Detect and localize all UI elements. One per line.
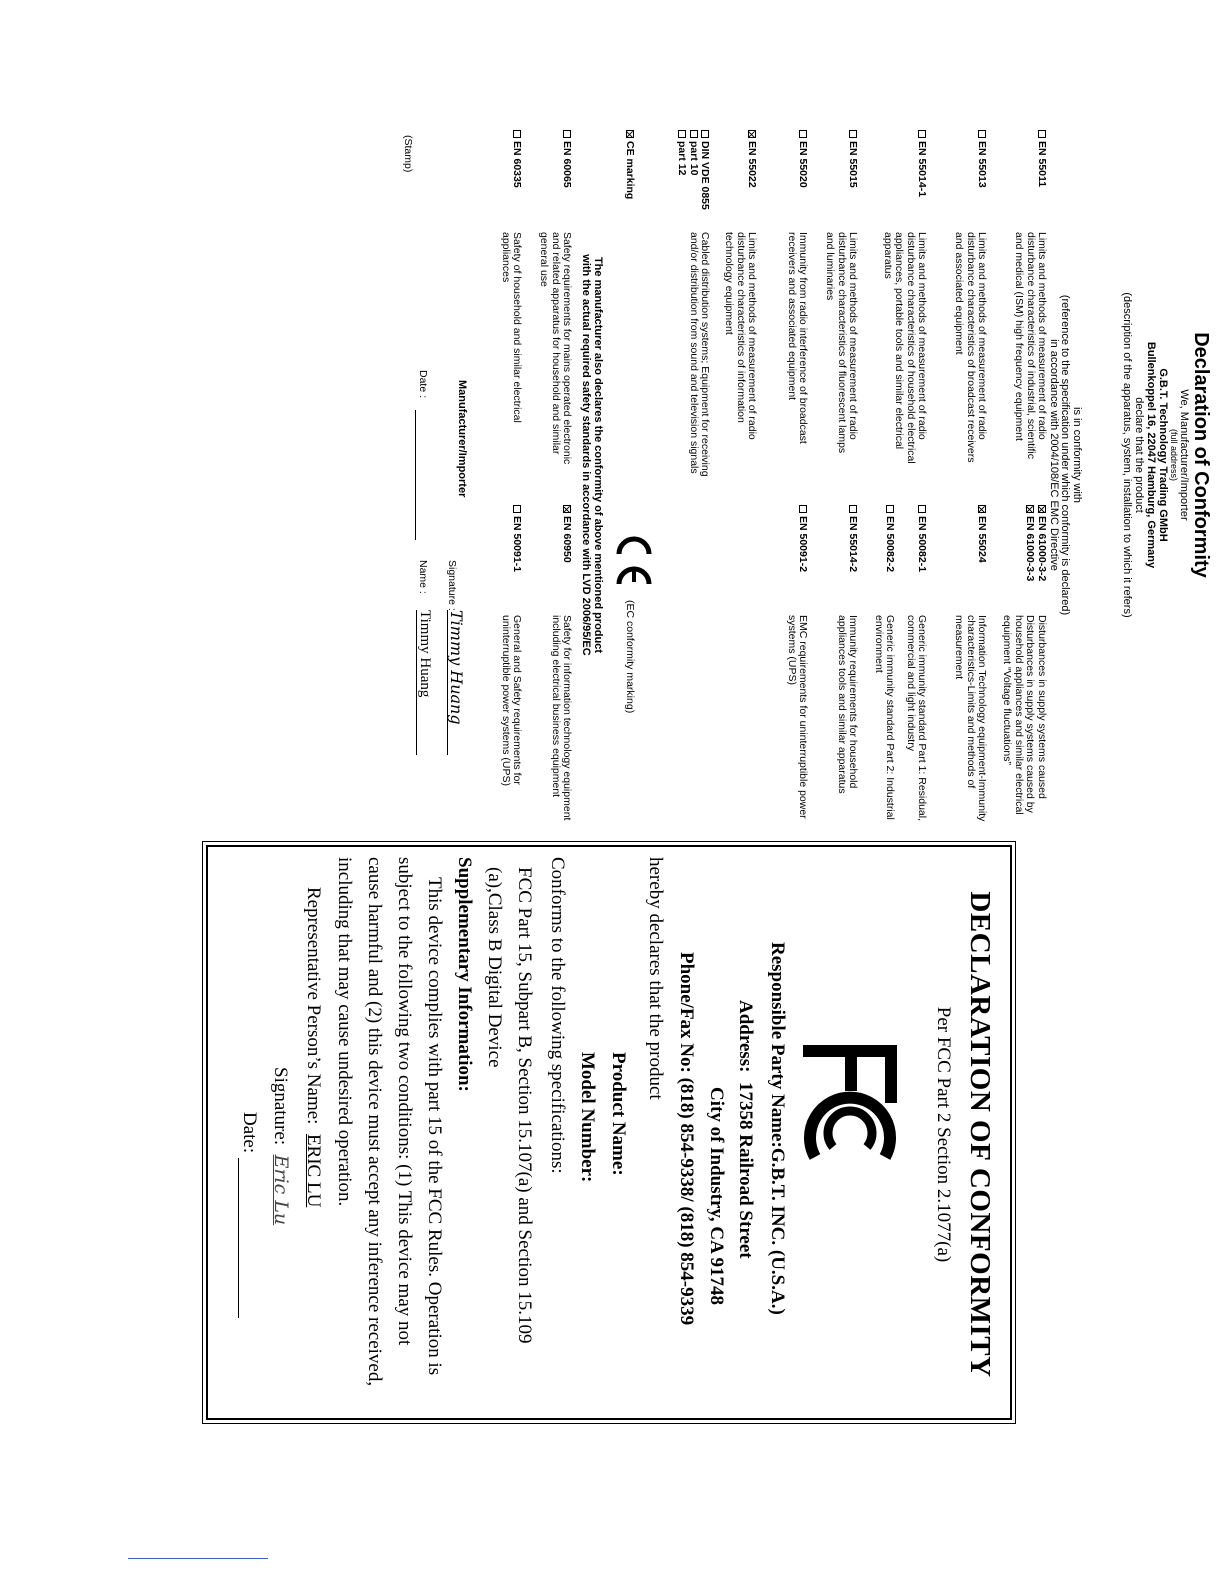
fcc-phone	[675, 952, 697, 1325]
std-en55011-desc: Limits and methods of measurement of radio disturbance characteristics of industrial, scientific and medical (ISM) high frequency equipment	[1013, 232, 1048, 460]
stamp-label: (Stamp)	[402, 135, 414, 173]
checked-box-icon	[1026, 505, 1034, 513]
std-en55020-desc: Immunity from radio interference of broadcast receivers and associated equipment	[785, 232, 809, 444]
product-label: Product Name:	[608, 1052, 629, 1176]
std-en61000-3-2-code: EN 61000-3-2	[1036, 505, 1047, 581]
fcc-logo-text: FC	[904, 1037, 905, 1039]
std-en50091-2-code: EN 50091-2	[797, 505, 808, 572]
fcc-supp-2: subject to the following two conditions: (1) This device may not	[394, 857, 415, 1346]
eu-declaration	[205, 130, 1224, 822]
fcc-spec-1: FCC Part 15, Subpart B, Section 15.107(a) and Section 15.109	[514, 867, 535, 1344]
checked-box-icon	[978, 505, 986, 513]
checkbox-icon	[799, 505, 807, 513]
std-en55011-code: EN 55011	[1036, 130, 1047, 187]
model-label: Model Number:	[577, 1052, 598, 1183]
eu-date-line	[415, 410, 417, 540]
lvd-statement-2: with the actual required safety standards in accordance with LVD 2006/95/EC	[580, 254, 592, 656]
fcc-supp-1: This device complies with part 15 of the FCC Rules. Operation is	[424, 877, 445, 1376]
phone-label: Phone/Fax No:	[676, 952, 697, 1073]
std-en55014-1-desc: Limits and methods of measurement of radio disturbance characteristics of household electrical appliances, portable tools and similar electrical apparatus	[882, 232, 928, 464]
address-label: Address:	[735, 1000, 756, 1073]
std-din-vde-code: DIN VDE 0855 part 10 part 12	[676, 130, 710, 210]
fcc-conforms: Conforms to the following specifications:	[547, 857, 568, 1174]
fcc-address	[734, 1000, 756, 1259]
checkbox-icon	[918, 505, 926, 513]
address-value: 17358 Railroad Street	[735, 1082, 756, 1259]
checkbox-icon	[918, 130, 926, 138]
eu-full-address-note: (full address)	[1168, 428, 1179, 482]
std-en60335-desc: Safety of household and similar electrical appliances	[499, 232, 523, 423]
std-en60950-code: EN 60950	[561, 505, 572, 563]
fcc-supp-4: including that may cause undesired operation.	[334, 857, 355, 1207]
std-en55015-code: EN 55015	[847, 130, 858, 188]
fcc-signature	[269, 1067, 292, 1225]
fcc-date	[238, 1112, 260, 1318]
eu-signature-label: Signature :	[446, 560, 458, 611]
checkbox-icon	[563, 130, 571, 138]
std-en55024-code: EN 55024	[976, 505, 987, 563]
eu-conformity: is in conformity with	[1071, 407, 1084, 503]
checked-box-icon	[1038, 505, 1046, 513]
std-en61000-3-2-desc: Disturbances in supply systems caused	[1036, 615, 1048, 799]
std-en50091-1-code: EN 50091-1	[511, 505, 522, 572]
fcc-supp-title: Supplementary Information:	[454, 857, 475, 1092]
std-en60065-desc: Safety requirements for mains operated electronic and related apparatus for household and similar general use	[538, 232, 573, 465]
checkbox-icon	[690, 130, 698, 138]
eu-name-value: Timmy Huang	[416, 610, 433, 755]
eu-description-note: (description of the apparatus, system, installation to which it refers)	[1121, 292, 1134, 618]
rep-value: ERIC LU	[303, 1133, 324, 1208]
eu-address: Bullenkoppel 16, 22047 Hamburg, Germany	[1144, 341, 1157, 569]
std-en55015-desc: Limits and methods of measurement of radio disturbance characteristics of fluorescent lamps and luminaries	[824, 232, 859, 454]
ce-logo-icon	[613, 530, 655, 590]
std-en50082-1-code: EN 50082-1	[916, 505, 927, 572]
checkbox-icon	[849, 130, 857, 138]
eu-signature-value: Timmy Huang	[447, 610, 465, 755]
std-en50082-1-desc: Generic immunity standard Part 1: Residual, commercial and light industry	[904, 615, 928, 822]
eu-declare: declare that the product	[1133, 397, 1146, 513]
fcc-rep	[302, 887, 324, 1207]
fcc-date-label: Date:	[239, 1112, 260, 1154]
fcc-title: DECLARATION OF CONFORMITY	[964, 891, 996, 1378]
std-en55014-2-code: EN 55014-2	[847, 505, 858, 572]
std-en55022-code: EN 55022	[746, 130, 757, 188]
ce-marking-code: CE marking	[624, 130, 635, 199]
std-en55020-code: EN 55020	[797, 130, 808, 188]
std-en55022-desc: Limits and methods of measurement of radio disturbance characteristics of information technology equipment	[723, 232, 758, 440]
checked-box-icon	[626, 130, 634, 138]
fcc-logo-icon	[795, 1037, 905, 1187]
fcc-declaration	[206, 845, 1012, 1420]
footer-rule	[128, 1558, 268, 1559]
checkbox-icon	[799, 130, 807, 138]
std-en60950-desc: Safety for information technology equipment including electrical business equipment	[549, 615, 573, 821]
checkbox-icon	[678, 130, 686, 138]
checkbox-icon	[513, 505, 521, 513]
std-en55024-desc: Information Technology equipment-Immunity characteristics-Limits and methods of measurement	[953, 615, 988, 822]
std-en61000-3-3-code: EN 61000-3-3	[1024, 505, 1035, 581]
fcc-subtitle: Per FCC Part 2 Section 2.1077(a)	[933, 1006, 954, 1263]
std-en50082-2-code: EN 50082-2	[884, 505, 895, 572]
std-en50091-1-desc: General and Safety requirements for uninterruptible power systems (UPS)	[499, 615, 523, 786]
eu-reference-note: (reference to the specification under which conformity is declared)	[1059, 294, 1072, 616]
fcc-party	[766, 942, 788, 1315]
lvd-statement-1: The manufacturer also declares the conformity of above mentioned product	[592, 256, 604, 654]
std-en55014-1-code: EN 55014-1	[916, 130, 927, 197]
checkbox-icon	[849, 505, 857, 513]
rep-label: Representative Person’s Name:	[303, 887, 324, 1125]
party-value: G.B.T. INC. (U.S.A.)	[767, 1147, 788, 1315]
eu-directive: in accordance with 2004/108/EC EMC Directive	[1047, 339, 1060, 571]
checked-box-icon	[563, 505, 571, 513]
std-en61000-3-3-desc: Disturbances in supply systems caused by household appliances and similar electrical equipment “Voltage fluctuations”	[1001, 615, 1036, 815]
eu-header	[1047, 130, 1211, 780]
checkbox-icon	[701, 130, 709, 138]
std-en55013-code: EN 55013	[976, 130, 987, 188]
std-en50082-2-desc: Generic immunity standard Part 2: Industrial environment	[872, 615, 896, 820]
checked-box-icon	[748, 130, 756, 138]
party-label: Responsible Party Name:	[767, 942, 788, 1148]
manufacturer-label: Manufacturer/Importer	[456, 380, 468, 498]
std-en55014-2-desc: Immunity requirements for household appliances tools and similar apparatus	[835, 615, 859, 794]
ce-note: (EC conformity marking)	[624, 600, 636, 714]
std-din-vde-desc: Cabled distribution systems; Equipment for receiving and/or distribution from sound and television signals	[687, 232, 711, 477]
fcc-spec-2: (a),Class B Digital Device	[484, 867, 505, 1068]
std-en50091-2-desc: EMC requirements for uninterruptible power systems (UPS)	[785, 615, 809, 819]
std-en60065-code: EN 60065	[561, 130, 572, 188]
fcc-signature-value: Eric Lu	[270, 1154, 292, 1226]
std-en55013-desc: Limits and methods of measurement of radio disturbance characteristics of broadcast receivers and associated equipment	[953, 232, 988, 463]
checkbox-icon	[978, 130, 986, 138]
std-en60335-code: EN 60335	[511, 130, 522, 188]
fcc-city: City of Industry, CA 91748	[706, 1087, 727, 1305]
fcc-signature-label: Signature:	[270, 1067, 291, 1146]
checkbox-icon	[513, 130, 521, 138]
eu-intro: We, Manufacturer/Importer	[1178, 389, 1191, 521]
eu-name-label: Name :	[417, 560, 429, 594]
fcc-supp-3: cause harmful and (2) this device must accept any inference received,	[364, 857, 385, 1387]
checkbox-icon	[886, 505, 894, 513]
eu-company: G.B.T. Technology Trading GMbH	[1156, 368, 1169, 542]
fcc-declares: hereby declares that the product	[645, 857, 666, 1100]
fcc-date-line	[238, 1158, 257, 1318]
checkbox-icon	[1038, 130, 1046, 138]
eu-title: Declaration of Conformity	[1190, 332, 1212, 578]
eu-date-label: Date :	[417, 370, 429, 399]
phone-value: (818) 854-9338/ (818) 854-9339	[676, 1077, 697, 1326]
